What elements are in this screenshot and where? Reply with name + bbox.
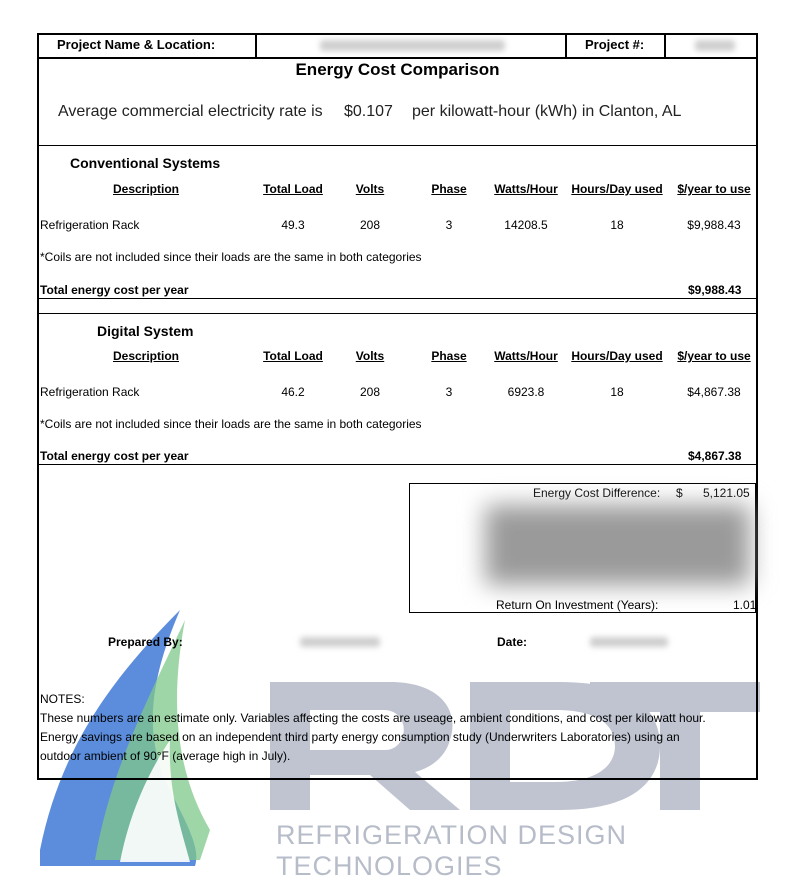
project-number-label: Project #: [585, 37, 645, 52]
col-watts-hour: Watts/Hour [494, 182, 558, 196]
notes-heading: NOTES: [40, 692, 85, 706]
digital-total-load: 46.2 [281, 385, 305, 399]
col-watts-hour: Watts/Hour [494, 349, 558, 363]
col-hours-day: Hours/Day used [571, 349, 663, 363]
conventional-total-value: $9,988.43 [688, 283, 742, 297]
digital-phase: 3 [445, 385, 453, 399]
rate-prefix: Average commercial electricity rate is [58, 103, 323, 120]
conventional-total-label: Total energy cost per year [40, 283, 189, 297]
rate-value: $0.107 [344, 103, 393, 120]
difference-currency: $ [676, 486, 683, 500]
project-name-value-redacted [320, 40, 505, 51]
col-volts: Volts [355, 349, 385, 363]
notes-block [40, 690, 720, 766]
logo-tagline: REFRIGERATION DESIGN TECHNOLOGIES [276, 820, 628, 881]
digital-volts: 208 [359, 385, 381, 399]
date-value-redacted [590, 637, 668, 647]
digital-title: Digital System [97, 323, 194, 339]
digital-total-label: Total energy cost per year [40, 449, 189, 463]
conventional-phase: 3 [445, 218, 453, 232]
conventional-total-load: 49.3 [281, 218, 305, 232]
difference-value: 5,121.05 [703, 486, 750, 500]
divider [37, 464, 758, 465]
notes-line-2: Energy savings are based on an independent third party energy consumption study (Underwriters Laboratories) using an outdoor ambient of 90°F (average high in July). [40, 730, 680, 763]
digital-hours: 18 [610, 385, 624, 399]
col-year-cost: $/year to use [677, 182, 751, 196]
col-description: Description [112, 349, 179, 363]
divider [37, 313, 758, 314]
roi-value: 1.01 [733, 598, 757, 612]
digital-total-value: $4,867.38 [688, 449, 742, 463]
conventional-year-cost: $9,988.43 [687, 218, 741, 232]
conventional-title: Conventional Systems [70, 155, 221, 171]
col-volts: Volts [355, 182, 385, 196]
conventional-volts: 208 [359, 218, 381, 232]
col-phase: Phase [431, 349, 467, 363]
difference-label: Energy Cost Difference: [533, 486, 661, 500]
conventional-watts: 14208.5 [504, 218, 548, 232]
project-number-value-redacted [695, 40, 735, 51]
digital-watts: 6923.8 [507, 385, 545, 399]
prepared-by-value-redacted [300, 637, 380, 647]
col-year-cost: $/year to use [677, 349, 751, 363]
date-label: Date: [497, 635, 528, 649]
col-description: Description [112, 182, 179, 196]
redacted-chart-area [485, 505, 750, 585]
col-total-load: Total Load [263, 182, 323, 196]
digital-year-cost: $4,867.38 [687, 385, 741, 399]
col-total-load: Total Load [263, 349, 323, 363]
divider [37, 298, 758, 299]
digital-desc: Refrigeration Rack [40, 385, 140, 399]
roi-label: Return On Investment (Years): [496, 598, 659, 612]
col-phase: Phase [431, 182, 467, 196]
col-hours-day: Hours/Day used [571, 182, 663, 196]
conventional-note: *Coils are not included since their loads are the same in both categories [40, 250, 422, 264]
notes-line-1: These numbers are an estimate only. Variables affecting the costs are useage, ambient conditions, and cost per kilowatt hour. [40, 711, 706, 725]
digital-note: *Coils are not included since their loads are the same in both categories [40, 417, 422, 431]
page-title: Energy Cost Comparison [295, 60, 500, 79]
divider [37, 145, 758, 146]
project-name-label: Project Name & Location: [57, 37, 216, 52]
conventional-desc: Refrigeration Rack [40, 218, 140, 232]
prepared-by-label: Prepared By: [108, 635, 183, 649]
conventional-hours: 18 [610, 218, 624, 232]
rate-suffix: per kilowatt-hour (kWh) in Clanton, AL [412, 103, 682, 120]
